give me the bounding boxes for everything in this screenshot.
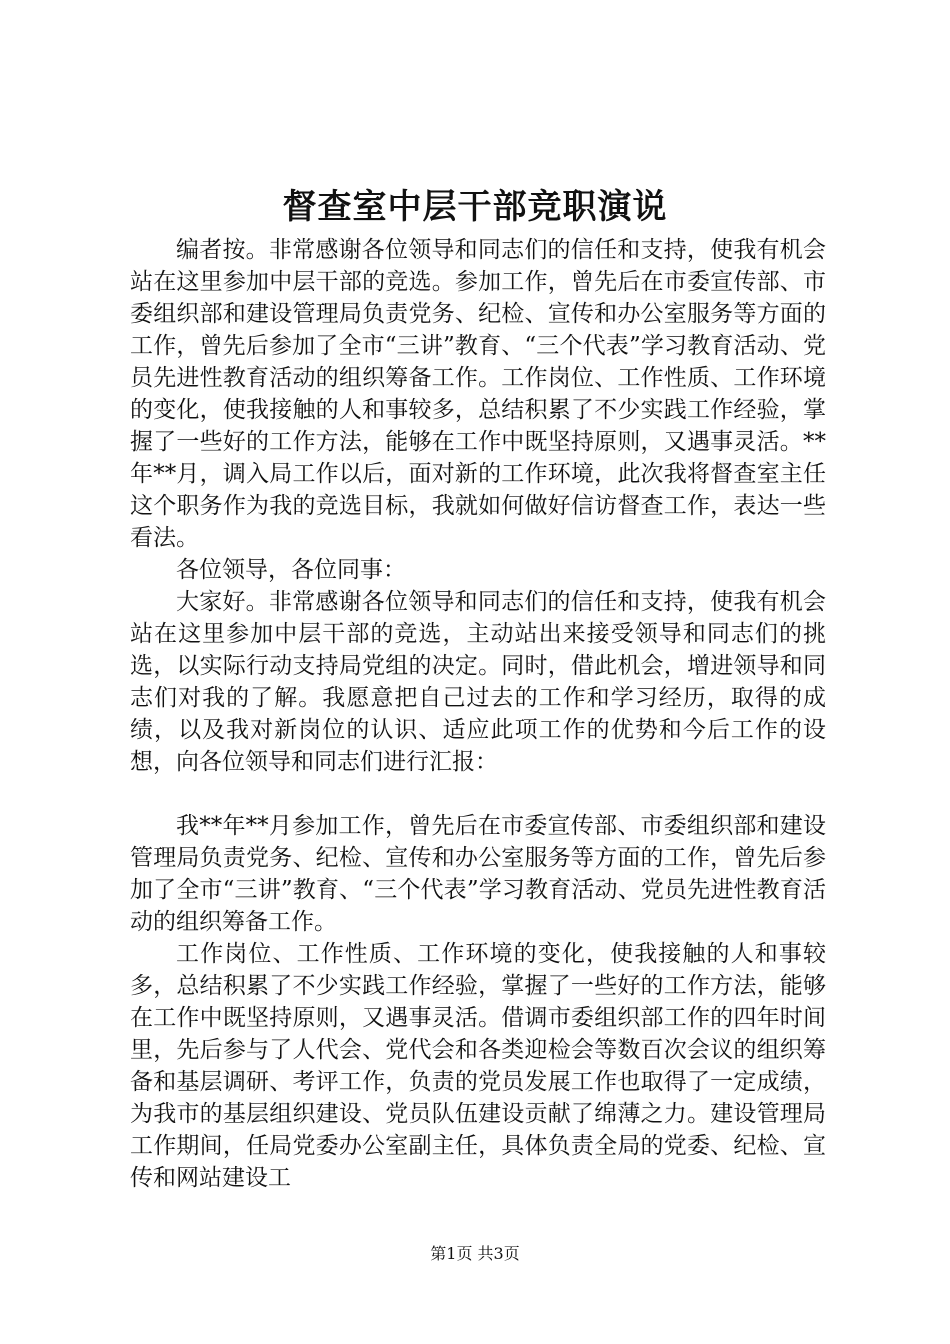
document-title: 督查室中层干部竞职演说 <box>282 187 668 227</box>
paragraph-greeting: 大家好。非常感谢各位领导和同志们的信任和支持，使我有机会站在这里参加中层干部的竞选，主动站出来接受领导和同志们的挑选，以实际行动支持局党组的决定。同时，借此机会，增进领导和同志们对我的了解。我愿意把自己过去的工作和学习经历，取得的成绩，以及我对新岗位的认识、适应此项工作的优势和今后工作的设想，向各位领导和同志们进行汇报： <box>130 589 826 775</box>
paragraph-salutation: 各位领导，各位同事： <box>176 557 406 583</box>
document-body <box>130 234 826 1194</box>
page-number-footer: 第1页 共3页 <box>430 1244 520 1263</box>
paragraph-work-history: 我**年**月参加工作，曾先后在市委宣传部、市委组织部和建设管理局负责党务、纪检、宣传和办公室服务等方面的工作，曾先后参加了全市“三讲”教育、“三个代表”学习教育活动、党员先进性教育活动的组织筹备工作。 <box>130 813 826 935</box>
paragraph-experience: 工作岗位、工作性质、工作环境的变化，使我接触的人和事较多，总结积累了不少实践工作经验，掌握了一些好的工作方法，能够在工作中既坚持原则，又遇事灵活。借调市委组织部工作的四年时间里，先后参与了人代会、党代会和各类迎检会等数百次会议的组织筹备和基层调研、考评工作，负责的党员发展工作也取得了一定成绩，为我市的基层组织建设、党员队伍建设贡献了绵薄之力。建设管理局工作期间，任局党委办公室副主任，具体负责全局的党委、纪检、宣传和网站建设工 <box>130 941 826 1191</box>
paragraph-editor-note: 编者按。非常感谢各位领导和同志们的信任和支持，使我有机会站在这里参加中层干部的竞选。参加工作，曾先后在市委宣传部、市委组织部和建设管理局负责党务、纪检、宣传和办公室服务等方面的工作，曾先后参加了全市“三讲”教育、“三个代表”学习教育活动、党员先进性教育活动的组织筹备工作。工作岗位、工作性质、工作环境的变化，使我接触的人和事较多，总结积累了不少实践工作经验，掌握了一些好的工作方法，能够在工作中既坚持原则，又遇事灵活。**年**月，调入局工作以后，面对新的工作环境，此次我将督查室主任这个职务作为我的竞选目标，我就如何做好信访督查工作，表达一些看法。 <box>130 237 826 551</box>
